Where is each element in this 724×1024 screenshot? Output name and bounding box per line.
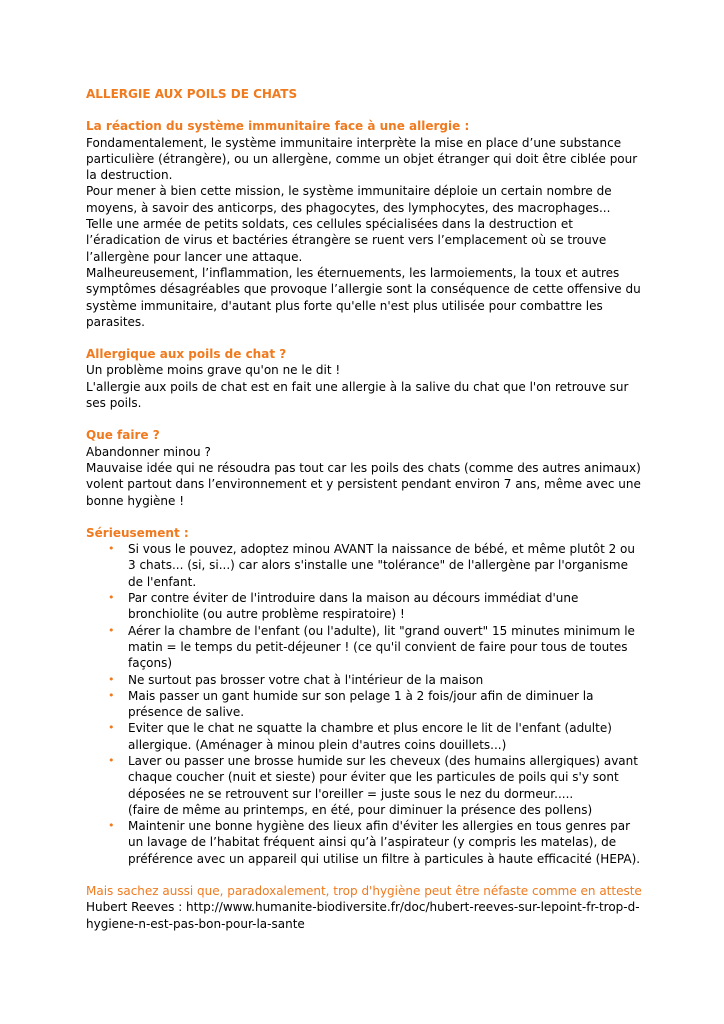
list-item-text: Mais passer un gant humide sur son pelage 1 à 2 fois/jour afin de diminuer la présence de salive. bbox=[128, 688, 594, 720]
list-item bbox=[86, 688, 646, 721]
list-item-extra: (faire de même au printemps, en été, pour diminuer la présence des pollens) bbox=[128, 802, 593, 817]
document-title: ALLERGIE AUX POILS DE CHATS bbox=[86, 87, 298, 101]
list-item-text: Si vous le pouvez, adoptez minou AVANT la naissance de bébé, et même plutôt 2 ou 3 chats... (si, si...) car alors s'installe une "tolérance" de l'allergène par l'organisme de l'enfant. bbox=[128, 542, 635, 589]
list-item bbox=[86, 720, 646, 753]
bullet-icon: • bbox=[108, 542, 115, 556]
list-item bbox=[86, 672, 646, 688]
bullet-icon: • bbox=[108, 688, 115, 702]
list-item-text: Par contre éviter de l'introduire dans la maison au décours immédiat d'une bronchiolite (ou autre problème respiratoire) ! bbox=[128, 591, 579, 622]
bullet-icon: • bbox=[108, 819, 115, 833]
list-item bbox=[86, 590, 646, 623]
bullet-icon: • bbox=[108, 591, 115, 605]
bullet-icon: • bbox=[108, 753, 115, 767]
paragraph: Pour mener à bien cette mission, le système immunitaire déploie un certain nombre de moyens, à savoir des anticorps, des phagocytes, des lymphocytes, des macrophages... bbox=[86, 184, 612, 215]
document-page bbox=[86, 86, 646, 932]
section-allergic-heading: Allergique aux poils de chat ? bbox=[86, 347, 287, 362]
paragraph: Mauvaise idée qui ne résoudra pas tout car les poils des chats (comme des autres animaux) volent partout dans l’environnement et y persistent pendant environ 7 ans, même avec une bonne hygiène ! bbox=[86, 460, 641, 508]
paragraph: Un problème moins grave qu'on ne le dit ! bbox=[86, 363, 341, 378]
list-item bbox=[86, 623, 646, 672]
section-seriously-heading: Sérieusement : bbox=[86, 525, 189, 540]
footer-note: Mais sachez aussi que, paradoxalement, trop d'hygiène peut être néfaste comme en atteste bbox=[86, 884, 642, 899]
paragraph: L'allergie aux poils de chat est en fait une allergie à la salive du chat que l'on retrouve sur ses poils. bbox=[86, 379, 629, 411]
list-item-text: Ne surtout pas brosser votre chat à l'intérieur de la maison bbox=[128, 672, 484, 687]
paragraph: Abandonner minou ? bbox=[86, 444, 211, 459]
source-link[interactable]: Hubert Reeves : http://www.humanite-biodiversite.fr/doc/hubert-reeves-sur-lepoint-fr-trop-d-hygiene-n-est-pas-bon-pour-la-sante bbox=[86, 900, 640, 931]
list-item bbox=[86, 541, 646, 590]
paragraph: Fondamentalement, le système immunitaire interprète la mise en place d’une substance particulière (étrangère), ou un allergène, comme un objet étranger qui doit être ciblée pour la destruction. bbox=[86, 135, 638, 183]
list-item-text: Laver ou passer une brosse humide sur les cheveux (des humains allergiques) avant chaque coucher (nuit et sieste) pour éviter que les particules de poils qui s'y sont déposées ne se retrouvent sur l'oreiller = juste sous le nez du dormeur..... bbox=[128, 753, 638, 801]
section-immune-heading: La réaction du système immunitaire face à une allergie : bbox=[86, 119, 470, 134]
bullet-icon: • bbox=[108, 721, 115, 735]
bullet-icon: • bbox=[108, 623, 115, 637]
list-item-text: Maintenir une bonne hygiène des lieux afin d'éviter les allergies en tous genres par un lavage de l’habitat fréquent ainsi qu’à l’aspirateur (y compris les matelas), de préférence avec un appareil qui utilise un filtre à particules à haute efficacité (HEPA). bbox=[128, 819, 641, 866]
advice-list bbox=[86, 541, 646, 867]
paragraph: Malheureusement, l’inflammation, les éternuements, les larmoiements, la toux et autres symptômes désagréables que provoque l’allergie sont la conséquence de cette offensive du système immunitaire, d'autant plus forte qu'elle n'est plus utilisée pour combattre les parasites. bbox=[86, 265, 641, 329]
paragraph: Telle une armée de petits soldats, ces cellules spécialisées dans la destruction et l’éradication de virus et bactéries étrangère se ruent vers l’emplacement où se trouve l’allergène pour lancer une attaque. bbox=[86, 217, 607, 264]
list-item-text: Aérer la chambre de l'enfant (ou l'adulte), lit "grand ouvert" 15 minutes minimum le matin = le temps du petit-déjeuner ! (ce qu'il convient de faire pour tous de toutes façons) bbox=[128, 623, 635, 671]
list-item bbox=[86, 753, 646, 818]
list-item bbox=[86, 818, 646, 867]
section-what-to-do-heading: Que faire ? bbox=[86, 428, 160, 443]
list-item-text: Eviter que le chat ne squatte la chambre et plus encore le lit de l'enfant (adulte) allergique. (Aménager à minou plein d'autres coins douillets...) bbox=[128, 721, 612, 752]
bullet-icon: • bbox=[108, 672, 115, 686]
